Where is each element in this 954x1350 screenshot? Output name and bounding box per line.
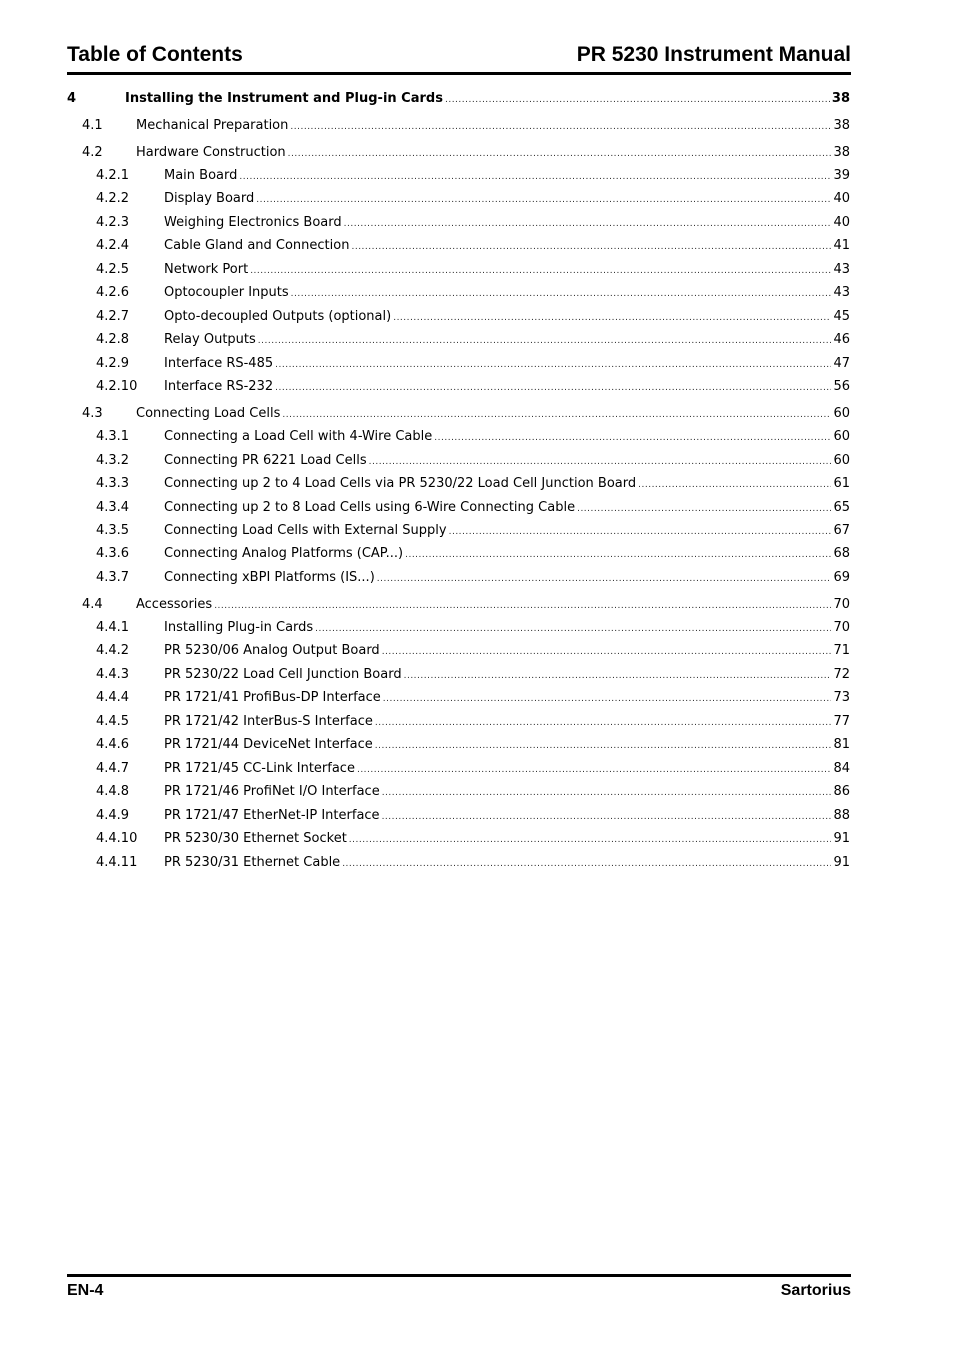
- toc-entry-page: 68: [833, 546, 850, 561]
- toc-entry-page: 60: [833, 406, 850, 421]
- manual-title: PR 5230 Instrument Manual: [576, 43, 851, 66]
- toc-entry[interactable]: [67, 545, 850, 564]
- toc-entry-page: 40: [833, 215, 850, 230]
- toc-entry-number: 4.3.6: [96, 546, 130, 561]
- dot-leader: [250, 262, 831, 280]
- toc-entry-page: 60: [833, 429, 850, 444]
- toc-entry-title: Opto-decoupled Outputs (optional): [164, 309, 392, 324]
- dot-leader: [349, 831, 832, 849]
- toc-entry[interactable]: [67, 807, 850, 826]
- dot-leader: [290, 118, 831, 136]
- toc-entry[interactable]: [67, 713, 850, 732]
- dot-leader: [375, 714, 832, 732]
- toc-entry-page: 40: [833, 191, 850, 206]
- dot-leader: [375, 737, 832, 755]
- toc-entry-title: Interface RS-485: [164, 356, 274, 371]
- toc-entry-number: 4.3.5: [96, 523, 130, 538]
- dot-leader: [342, 855, 831, 873]
- dot-leader: [344, 215, 832, 233]
- toc-entry[interactable]: [67, 405, 850, 424]
- toc-entry-number: 4.4.5: [96, 714, 130, 729]
- toc-entry-page: 56: [833, 379, 850, 394]
- toc-entry-number: 4.3.4: [96, 500, 130, 515]
- dot-leader: [282, 406, 831, 424]
- toc-entry[interactable]: [67, 499, 850, 518]
- dot-leader: [256, 191, 831, 209]
- toc-entry-page: 70: [833, 620, 850, 635]
- dot-leader: [393, 309, 831, 327]
- toc-entry[interactable]: [67, 475, 850, 494]
- toc-entry[interactable]: [67, 619, 850, 638]
- toc-entry-number: 4.2: [82, 145, 103, 160]
- toc-entry-number: 4: [67, 91, 77, 106]
- toc-entry-title: PR 1721/45 CC-Link Interface: [164, 761, 355, 776]
- toc-entry-title: Cable Gland and Connection: [164, 238, 350, 253]
- toc-entry-title: Weighing Electronics Board: [164, 215, 342, 230]
- toc-entry-page: 72: [833, 667, 850, 682]
- toc-entry-title: PR 5230/30 Ethernet Socket: [164, 831, 347, 846]
- toc-entry-number: 4.2.6: [96, 285, 130, 300]
- toc-entry-number: 4.2.3: [96, 215, 130, 230]
- toc-entry-number: 4.4.9: [96, 808, 130, 823]
- toc-entry-title: Connecting a Load Cell with 4-Wire Cable: [164, 429, 433, 444]
- toc-entry-page: 84: [833, 761, 850, 776]
- toc-entry-title: PR 5230/06 Analog Output Board: [164, 643, 380, 658]
- dot-leader: [258, 332, 832, 350]
- toc-entry-number: 4.2.8: [96, 332, 130, 347]
- toc-entry[interactable]: [67, 308, 850, 327]
- toc-entry[interactable]: [67, 736, 850, 755]
- toc-entry[interactable]: [67, 830, 850, 849]
- dot-leader: [369, 453, 832, 471]
- toc-entry[interactable]: [67, 378, 850, 397]
- toc-entry-number: 4.3.3: [96, 476, 130, 491]
- toc-entry[interactable]: [67, 117, 850, 136]
- toc-entry-title: Mechanical Preparation: [136, 118, 289, 133]
- toc-entry-title: Connecting Analog Platforms (CAP...): [164, 546, 404, 561]
- toc-entry[interactable]: [67, 355, 850, 374]
- toc-entry-page: 43: [833, 285, 850, 300]
- toc-entry-page: 70: [833, 597, 850, 612]
- toc-entry-title: PR 1721/46 ProfiNet I/O Interface: [164, 784, 380, 799]
- dot-leader: [449, 523, 832, 541]
- toc-entry[interactable]: [67, 190, 850, 209]
- toc-entry[interactable]: [67, 284, 850, 303]
- dot-leader: [214, 597, 831, 615]
- toc-entry[interactable]: [67, 90, 850, 109]
- toc-entry-title: Hardware Construction: [136, 145, 286, 160]
- toc-entry-title: Connecting PR 6221 Load Cells: [164, 453, 367, 468]
- toc-entry-page: 47: [833, 356, 850, 371]
- toc-entry[interactable]: [67, 689, 850, 708]
- toc-entry-title: Connecting xBPI Platforms (IS...): [164, 570, 375, 585]
- toc-entry-number: 4.2.4: [96, 238, 130, 253]
- toc-entry-number: 4.3: [82, 406, 103, 421]
- toc-entry-title: Main Board: [164, 168, 238, 183]
- dot-leader: [577, 500, 831, 518]
- dot-leader: [275, 379, 831, 397]
- toc-entry-number: 4.2.5: [96, 262, 130, 277]
- toc-entry-page: 38: [833, 145, 850, 160]
- dot-leader: [275, 356, 831, 374]
- toc-entry-number: 4.4.11: [96, 855, 138, 870]
- dot-leader: [351, 238, 831, 256]
- toc-entry[interactable]: [67, 569, 850, 588]
- toc-entry-title: Display Board: [164, 191, 255, 206]
- toc-entry-number: 4.4: [82, 597, 103, 612]
- toc-entry-title: PR 1721/41 ProfiBus-DP Interface: [164, 690, 381, 705]
- toc-entry-number: 4.2.9: [96, 356, 130, 371]
- dot-leader: [383, 690, 832, 708]
- toc-entry-number: 4.1: [82, 118, 103, 133]
- toc-entry-page: 38: [833, 118, 850, 133]
- toc-entry-title: PR 1721/42 InterBus-S Interface: [164, 714, 373, 729]
- toc-entry-page: 38: [831, 91, 850, 106]
- toc-entry-page: 86: [833, 784, 850, 799]
- toc-entry[interactable]: [67, 214, 850, 233]
- toc-entry-number: 4.3.1: [96, 429, 130, 444]
- page-footer: [67, 1274, 851, 1300]
- publisher-name: Sartorius: [780, 1282, 851, 1299]
- toc-entry-title: PR 5230/31 Ethernet Cable: [164, 855, 341, 870]
- toc-entry-number: 4.4.6: [96, 737, 130, 752]
- toc-entry-page: 61: [833, 476, 850, 491]
- toc-entry-number: 4.4.1: [96, 620, 130, 635]
- toc-entry[interactable]: [67, 428, 850, 447]
- toc-entry-page: 45: [833, 309, 850, 324]
- toc-entry-page: 65: [833, 500, 850, 515]
- toc-entry-title: Relay Outputs: [164, 332, 256, 347]
- toc-entry-number: 4.2.1: [96, 168, 130, 183]
- toc-entry-title: Installing Plug-in Cards: [164, 620, 314, 635]
- page-number: EN-4: [67, 1282, 104, 1299]
- page-header: [67, 40, 851, 75]
- toc-entry-number: 4.4.7: [96, 761, 130, 776]
- toc-entry-number: 4.3.2: [96, 453, 130, 468]
- toc-entry[interactable]: [67, 261, 850, 280]
- toc-entry-title: Connecting up 2 to 8 Load Cells using 6-Wire Connecting Cable: [164, 500, 576, 515]
- toc-entry-page: 91: [833, 855, 850, 870]
- toc-entry-number: 4.2.2: [96, 191, 130, 206]
- toc-entry-page: 81: [833, 737, 850, 752]
- toc-entry-page: 77: [833, 714, 850, 729]
- dot-leader: [288, 145, 832, 163]
- toc-entry-page: 69: [833, 570, 850, 585]
- toc-entry[interactable]: [67, 237, 850, 256]
- toc-entry-title: Connecting Load Cells with External Supply: [164, 523, 447, 538]
- section-title: Table of Contents: [67, 43, 243, 66]
- toc-entry[interactable]: [67, 666, 850, 685]
- toc-entry-number: 4.4.8: [96, 784, 130, 799]
- toc-entry-title: PR 5230/22 Load Cell Junction Board: [164, 667, 402, 682]
- dot-leader: [357, 761, 832, 779]
- toc-entry-page: 39: [833, 168, 850, 183]
- toc-entry-title: Accessories: [136, 597, 213, 612]
- toc-entry-number: 4.2.10: [96, 379, 138, 394]
- dot-leader: [405, 546, 831, 564]
- dot-leader: [638, 476, 831, 494]
- toc-entry[interactable]: [67, 596, 850, 615]
- toc-entry[interactable]: [67, 783, 850, 802]
- toc-entry-page: 60: [833, 453, 850, 468]
- toc-entry-title: Installing the Instrument and Plug-in Cards: [125, 91, 443, 106]
- toc-entry-page: 41: [833, 238, 850, 253]
- toc-entry-page: 43: [833, 262, 850, 277]
- dot-leader: [239, 168, 831, 186]
- toc-entry-title: Optocoupler Inputs: [164, 285, 289, 300]
- toc-entry-page: 73: [833, 690, 850, 705]
- toc-entry-page: 88: [833, 808, 850, 823]
- dot-leader: [377, 570, 832, 588]
- toc-entry[interactable]: [67, 642, 850, 661]
- toc-entry-number: 4.4.3: [96, 667, 130, 682]
- toc-entry[interactable]: [67, 522, 850, 541]
- toc-entry-number: 4.4.4: [96, 690, 130, 705]
- toc-entry-page: 67: [833, 523, 850, 538]
- dot-leader: [404, 667, 832, 685]
- dot-leader: [315, 620, 831, 638]
- toc-entry[interactable]: [67, 167, 850, 186]
- toc-entry-title: Connecting up 2 to 4 Load Cells via PR 5230/22 Load Cell Junction Board: [164, 476, 637, 491]
- toc-entry-page: 46: [833, 332, 850, 347]
- dot-leader: [434, 429, 831, 447]
- toc-entry-title: PR 1721/44 DeviceNet Interface: [164, 737, 373, 752]
- toc-entry[interactable]: [67, 452, 850, 471]
- dot-leader: [445, 91, 830, 109]
- toc-entry-page: 71: [833, 643, 850, 658]
- toc-entry-number: 4.2.7: [96, 309, 130, 324]
- toc-entry[interactable]: [67, 854, 850, 873]
- toc-entry-number: 4.4.10: [96, 831, 138, 846]
- toc-entry-page: 91: [833, 831, 850, 846]
- toc-entry[interactable]: [67, 760, 850, 779]
- toc-entry-number: 4.4.2: [96, 643, 130, 658]
- toc-entry-title: Network Port: [164, 262, 249, 277]
- toc-entry-number: 4.3.7: [96, 570, 130, 585]
- dot-leader: [291, 285, 832, 303]
- toc-entry-title: Connecting Load Cells: [136, 406, 281, 421]
- dot-leader: [382, 808, 832, 826]
- toc-entry[interactable]: [67, 331, 850, 350]
- toc-entry[interactable]: [67, 144, 850, 163]
- dot-leader: [382, 784, 832, 802]
- toc-entry-title: PR 1721/47 EtherNet-IP Interface: [164, 808, 380, 823]
- toc-entry-title: Interface RS-232: [164, 379, 274, 394]
- dot-leader: [382, 643, 832, 661]
